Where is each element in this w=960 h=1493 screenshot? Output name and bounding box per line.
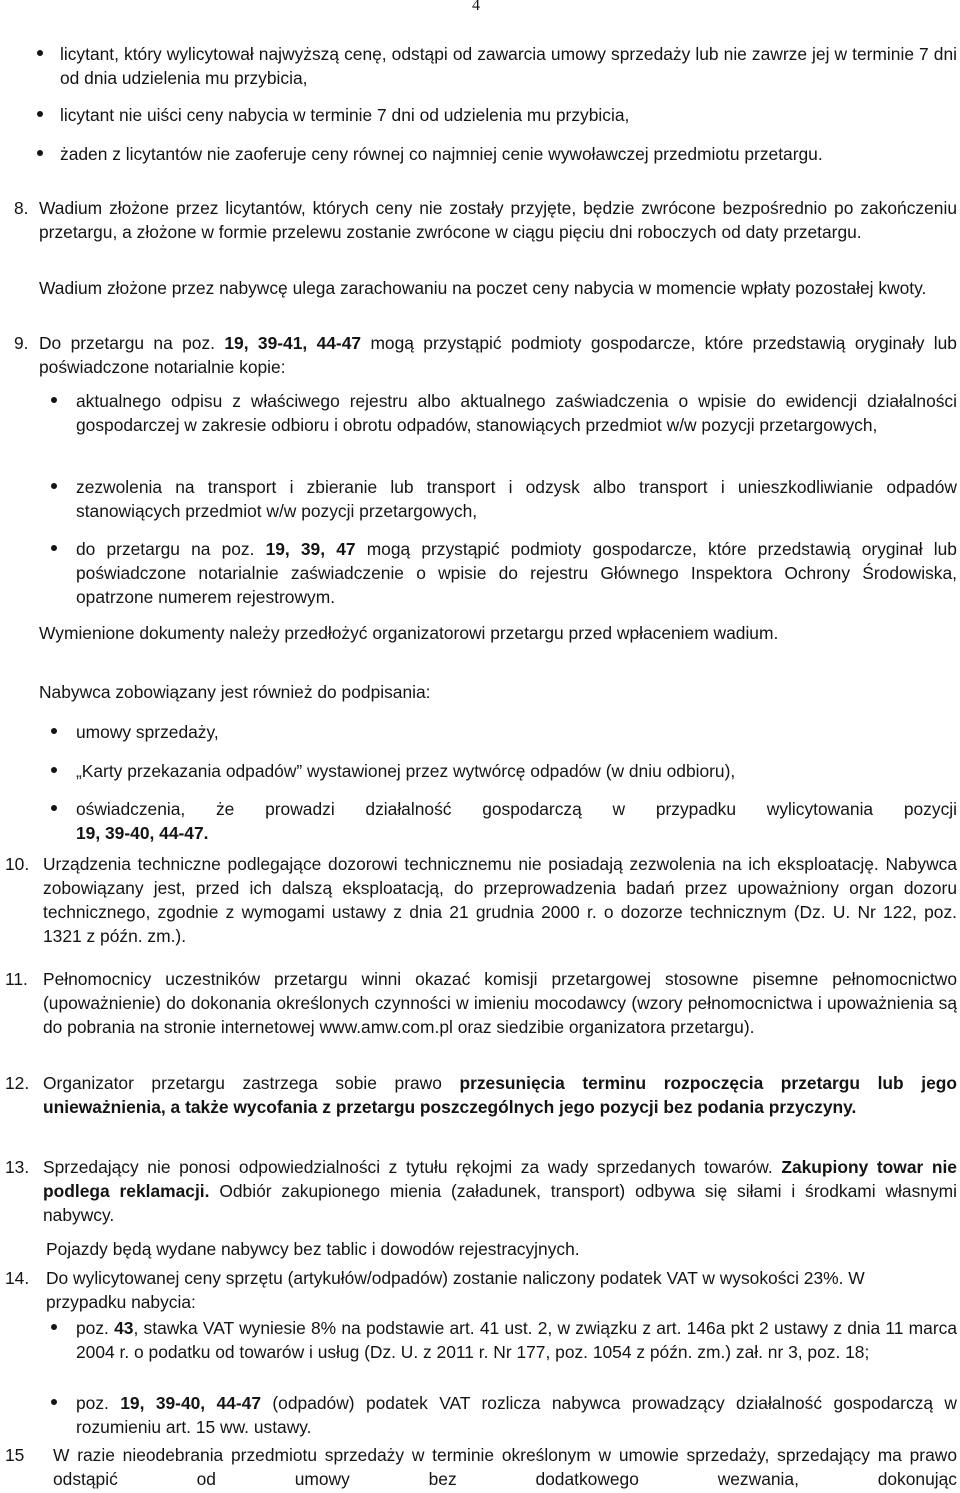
section-number: 11. (5, 969, 28, 989)
bullet-icon (51, 728, 57, 734)
section-14-bullet: poz. 19, 39-40, 44-47 (odpadów) podatek VAT rozlicza nabywca prowadzący działalność gospodarczą w rozumieniu art. 15 ww. ustawy. (76, 1393, 957, 1437)
section-8-text: Wadium złożone przez licytantów, których ceny nie zostały przyjęte, będzie zwrócone bezpośrednio po zakończeniu przetargu, a złożone w formie przelewu zostanie zwrócone w ciągu pięciu dni roboczych od daty przetargu. (39, 198, 957, 242)
bullet-text: licytant, który wylicytował najwyższą cenę, odstąpi od zawarcia umowy sprzedaży lub nie zawrze jej w terminie 7 dni od dnia udzielenia mu przybicia, (60, 44, 957, 88)
section-13-text-2: Pojazdy będą wydane nabywcy bez tablic i dowodów rejestracyjnych. (46, 1239, 580, 1259)
section-number: 9. (14, 333, 29, 353)
section-11-text: Pełnomocnicy uczestników przetargu winni okazać komisji przetargowej stosowne pisemne pełnomocnictwo (upoważnienie) do dokonania określonych czynności w imieniu mocodawcy (wzory pełnomocnictwa i upoważnienia są do pobrania na stronie internetowej www.amw.com.pl oraz siedzibie organizatora przetargu). (43, 969, 957, 1037)
section-9-bullet: do przetargu na poz. 19, 39, 47 mogą przystąpić podmioty gospodarcze, które przedstawią oryginał lub poświadczone notarialnie zaświadczenie o wpisie do rejestru Głównego Inspektora Ochrony Środowiska, opatrzone numerem rejestrowym. (76, 539, 957, 607)
bullet-icon (51, 397, 57, 403)
section-number: 12. (5, 1073, 30, 1093)
bullet-text: żaden z licytantów nie zaoferuje ceny równej co najmniej cenie wywoławczej przedmiotu przetargu. (60, 144, 823, 164)
sign-intro: Nabywca zobowiązany jest również do podpisania: (39, 682, 431, 702)
section-9-bullet: aktualnego odpisu z właściwego rejestru albo aktualnego zaświadczenia o wpisie do ewidencji działalności gospodarczej w zakresie odbioru i obrotu odpadów, stanowiących przedmiot w/w pozycji przetargowych, (76, 391, 957, 435)
bullet-icon (51, 1399, 57, 1405)
bullet-icon (51, 1324, 57, 1330)
section-number: 15 (5, 1445, 25, 1465)
bullet-icon (37, 111, 43, 117)
sign-item: umowy sprzedaży, (76, 722, 219, 742)
section-15-text: W razie nieodebrania przedmiotu sprzedaży w terminie określonym w umowie sprzedaży, sprzedający ma prawo odstąpić od umowy bez dodatkowego wezwania, dokonując (53, 1445, 957, 1489)
section-number: 14. (5, 1268, 30, 1288)
section-9-intro: Do przetargu na poz. 19, 39-41, 44-47 mogą przystąpić podmioty gospodarcze, które przedstawią oryginały lub poświadczone notarialnie kopie: (39, 333, 957, 377)
bullet-text: licytant nie uiści ceny nabycia w terminie 7 dni od udzielenia mu przybicia, (60, 105, 630, 125)
section-9-bullet: zezwolenia na transport i zbieranie lub transport i odzysk albo transport i unieszkodliwianie odpadów stanowiących przedmiot w/w pozycji przetargowych, (76, 477, 957, 521)
sign-item: oświadczenia, że prowadzi działalność gospodarczą w przypadku wylicytowania pozycji (76, 799, 957, 819)
page-number: 4 (472, 0, 480, 14)
section-number: 10. (5, 854, 30, 874)
bullet-icon (37, 150, 43, 156)
bullet-icon (51, 545, 57, 551)
section-number: 13. (5, 1157, 30, 1177)
sign-item-positions: 19, 39-40, 44-47. (76, 823, 209, 843)
section-10-text: Urządzenia techniczne podlegające dozorowi technicznemu nie posiadają zezwolenia na ich eksploatację. Nabywca zobowiązany jest, przed ich dalszą eksploatacją, do przeprowadzenia badań przez upoważniony organ dozoru technicznego, zgodnie z wymogami ustawy z dnia 21 grudnia 2000 r. o dozorze technicznym (Dz. U. Nr 122, poz. 1321 z późn. zm.). (43, 854, 957, 946)
documents-note: Wymienione dokumenty należy przedłożyć organizatorowi przetargu przed wpłaceniem wadium. (39, 623, 779, 643)
bullet-icon (51, 805, 57, 811)
section-13-text: Sprzedający nie ponosi odpowiedzialności z tytułu rękojmi za wady sprzedanych towarów. Zakupiony towar nie podlega reklamacji. Odbiór zakupionego mienia (załadunek, transport) odbywa się siłami i środkami własnymi nabywcy. (43, 1157, 957, 1225)
bullet-icon (51, 483, 57, 489)
section-8-text-2: Wadium złożone przez nabywcę ulega zarachowaniu na poczet ceny nabycia w momencie wpłaty pozostałej kwoty. (39, 278, 927, 298)
section-14-bullet: poz. 43, stawka VAT wyniesie 8% na podstawie art. 41 ust. 2, w związku z art. 146a pkt 2 ustawy z dnia 11 marca 2004 r. o podatku od towarów i usług (Dz. U. z 2011 r. Nr 177, poz. 1054 z późn. zm.) zał. nr 3, poz. 18; (76, 1318, 957, 1362)
section-14-text: Do wylicytowanej ceny sprzętu (artykułów/odpadów) zostanie naliczony podatek VAT w wysokości 23%. W przypadku nabycia: (46, 1268, 865, 1312)
section-number: 8. (14, 198, 29, 218)
sign-item: „Karty przekazania odpadów” wystawionej przez wytwórcę odpadów (w dniu odbioru), (76, 761, 736, 781)
bullet-icon (51, 767, 57, 773)
section-12-text: Organizator przetargu zastrzega sobie prawo przesunięcia terminu rozpoczęcia przetargu lub jego unieważnienia, a także wycofania z przetargu poszczególnych jego pozycji bez podania przyczyny. (43, 1073, 957, 1117)
bullet-icon (37, 50, 43, 56)
